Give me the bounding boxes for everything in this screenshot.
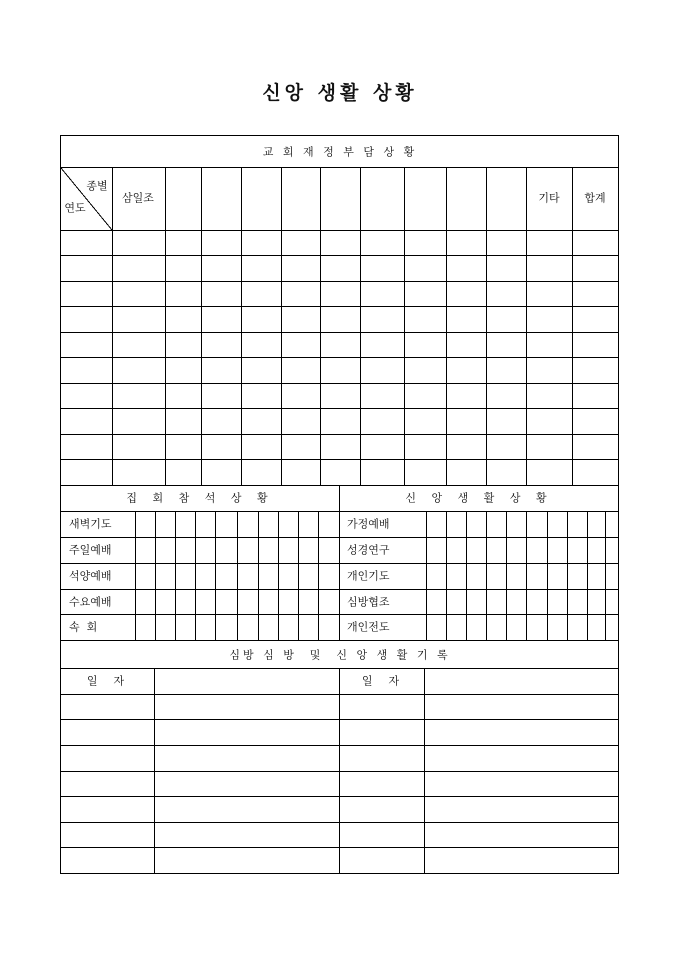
attendance-check-columns [136,511,319,640]
attendance-row-label: 주일예배 [69,543,112,557]
faith-life-row-label: 개인기도 [347,569,390,583]
faith-life-row-label: 개인전도 [347,620,390,634]
header-diagonal [61,168,112,230]
finance-column-lines [113,167,573,485]
col-header-total: 합계 [584,191,606,205]
attendance-heading: 집 회 참 석 상 황 [126,491,274,505]
col-header-samiljo: 삼일조 [122,191,154,205]
faith-life-row-label: 성경연구 [347,543,390,557]
attendance-row-label: 속 회 [69,620,98,634]
faith-life-heading: 신 앙 생 활 상 황 [405,491,553,505]
finance-heading: 교 회 재 정 부 담 상 황 [262,145,418,159]
visit-log-column-lines [155,668,425,873]
finance-row-lines [60,231,619,486]
date-label-left: 일 자 [86,674,128,688]
visit-log-heading: 심방 심 방 및 신 앙 생 활 기 록 [229,648,451,662]
page-title: 신앙 생활 상황 [262,82,418,104]
header-type-label: 종별 [86,179,108,193]
header-year-label: 연도 [64,201,86,215]
faith-life-check-columns [427,511,606,640]
attendance-row-label: 새벽기도 [69,517,112,531]
attendance-row-label: 수요예배 [69,595,112,609]
date-label-right: 일 자 [361,674,403,688]
faith-life-row-label: 가정예배 [347,517,390,531]
faith-life-row-label: 심방협조 [347,595,390,609]
col-header-etc: 기타 [538,191,560,205]
attendance-row-label: 석양예배 [69,569,112,583]
